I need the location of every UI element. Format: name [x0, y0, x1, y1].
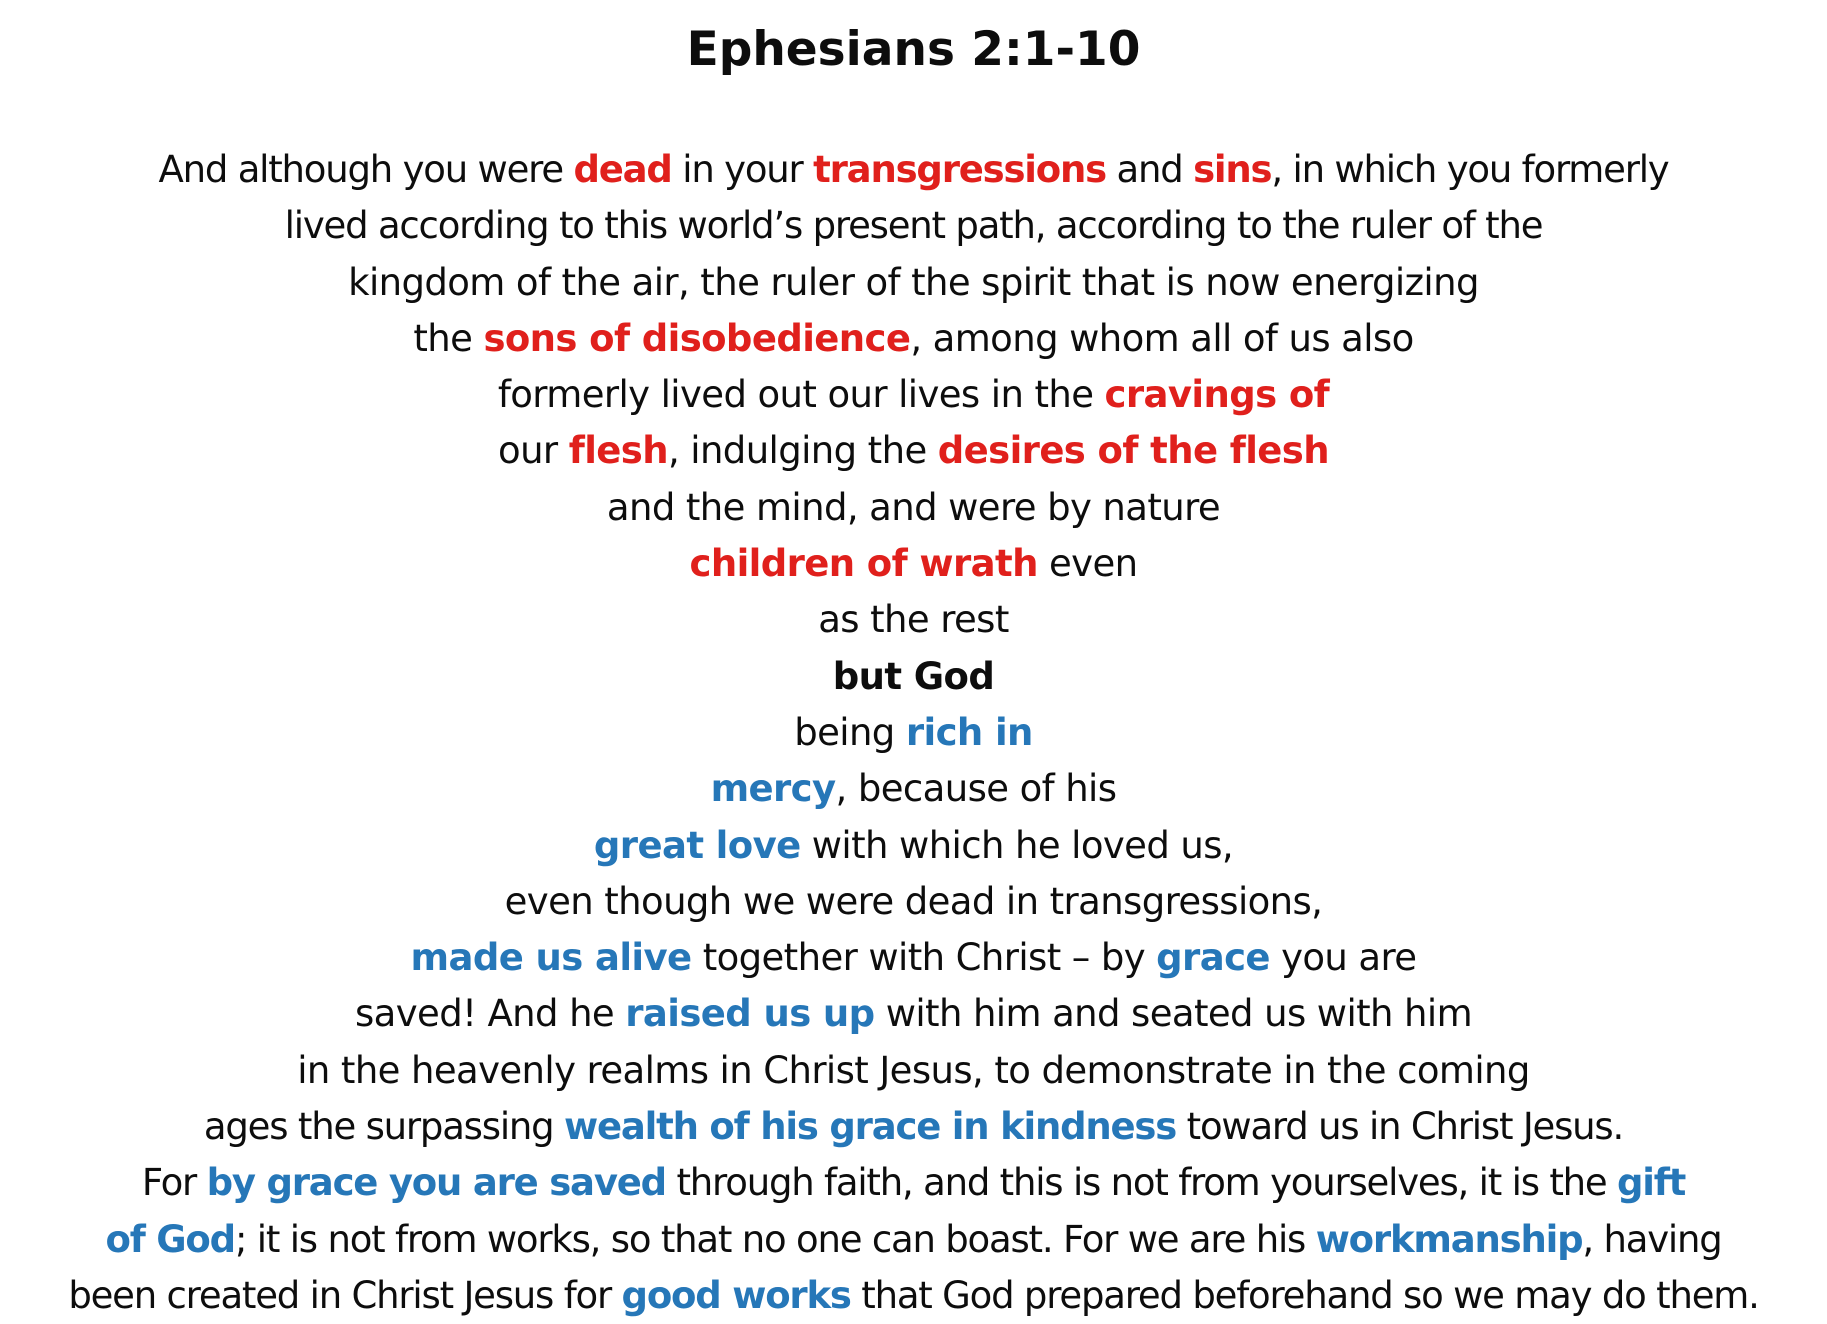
passage-text: , having — [1582, 1217, 1722, 1261]
passage-line — [0, 142, 1827, 198]
passage-line — [0, 536, 1827, 592]
passage-line — [0, 761, 1827, 817]
passage-line — [0, 930, 1827, 986]
passage-line — [0, 818, 1827, 874]
passage-line — [0, 1043, 1827, 1099]
passage-line — [0, 1268, 1827, 1324]
passage-text: our — [498, 429, 569, 473]
passage-line — [0, 986, 1827, 1042]
passage-line — [0, 480, 1827, 536]
passage-text: , among whom all of us also — [910, 316, 1414, 360]
passage-text: been created in Christ Jesus for — [68, 1273, 622, 1317]
passage-text: in the heavenly realms in Christ Jesus, to demonstrate in the coming — [297, 1048, 1530, 1092]
passage-text: being — [794, 710, 906, 754]
passage-text: that God prepared beforehand so we may do them. — [850, 1273, 1759, 1317]
highlight-sin: transgressions — [813, 148, 1106, 191]
highlight-grace: of God — [105, 1217, 235, 1261]
passage-line — [0, 198, 1827, 254]
highlight-grace: mercy — [710, 767, 836, 811]
passage-line — [0, 874, 1827, 930]
passage-text: , because of his — [835, 767, 1117, 811]
passage-text: saved! And he — [354, 992, 626, 1036]
passage-line — [0, 592, 1827, 648]
passage-text: toward us in Christ Jesus. — [1176, 1105, 1624, 1149]
passage-text: ; it is not from works, so that no one can boast. For we are his — [234, 1217, 1316, 1261]
passage-line — [0, 1155, 1827, 1211]
highlight-grace: gift — [1617, 1161, 1686, 1205]
passage-text: and the mind, and were by nature — [606, 485, 1221, 529]
emphasis-text: but God — [832, 654, 995, 698]
passage-line — [0, 649, 1827, 705]
passage-text: in your — [671, 148, 814, 191]
highlight-grace: by grace you are saved — [206, 1161, 666, 1205]
passage-text: even though we were dead in transgressions, — [504, 879, 1323, 923]
passage-line — [0, 367, 1827, 423]
highlight-grace: workmanship — [1315, 1217, 1583, 1261]
passage-text: formerly lived out our lives in the — [497, 373, 1105, 417]
passage-text: and — [1105, 148, 1194, 191]
passage-line — [0, 311, 1827, 367]
passage-text: through faith, and this is not from yourselves, it is the — [665, 1161, 1618, 1205]
passage-text: together with Christ – by — [691, 936, 1157, 980]
highlight-sin: children of wrath — [689, 542, 1038, 586]
passage-line — [0, 255, 1827, 311]
passage-text: as the rest — [818, 598, 1009, 642]
highlight-sin: flesh — [568, 429, 668, 473]
highlight-grace: great love — [593, 823, 801, 867]
passage-text: And although you were — [158, 148, 574, 191]
passage-line — [0, 1212, 1827, 1268]
passage-text: with him and seated us with him — [874, 992, 1473, 1036]
passage-text: , indulging the — [667, 429, 938, 473]
passage-text: even — [1037, 542, 1138, 586]
highlight-grace: rich in — [905, 710, 1033, 754]
passage-line — [0, 1099, 1827, 1155]
passage-text: you are — [1269, 936, 1417, 980]
highlight-sin: sons of disobedience — [483, 316, 911, 360]
passage-text: kingdom of the air, the ruler of the spirit that is now energizing — [348, 260, 1479, 304]
highlight-sin: cravings of — [1104, 373, 1330, 417]
highlight-grace: raised us up — [625, 992, 875, 1036]
passage-text: the — [413, 316, 484, 360]
highlight-sin: desires of the flesh — [937, 429, 1329, 473]
passage-text: lived according to this world’s present path, according to the ruler of the — [284, 204, 1543, 248]
highlight-grace: made us alive — [410, 936, 692, 980]
highlight-sin: sins — [1193, 148, 1272, 191]
highlight-grace: good works — [621, 1273, 851, 1317]
highlight-sin: dead — [573, 148, 672, 191]
page-title: Ephesians 2:1-10 — [686, 22, 1141, 77]
scripture-passage — [0, 142, 1827, 1324]
passage-text: , in which you formerly — [1271, 148, 1669, 191]
passage-text: ages the surpassing — [203, 1105, 564, 1149]
passage-line — [0, 705, 1827, 761]
highlight-grace: grace — [1156, 936, 1270, 980]
passage-text: with which he loved us, — [800, 823, 1234, 867]
passage-text: For — [141, 1161, 207, 1205]
highlight-grace: wealth of his grace in kindness — [564, 1105, 1177, 1149]
passage-line — [0, 423, 1827, 479]
